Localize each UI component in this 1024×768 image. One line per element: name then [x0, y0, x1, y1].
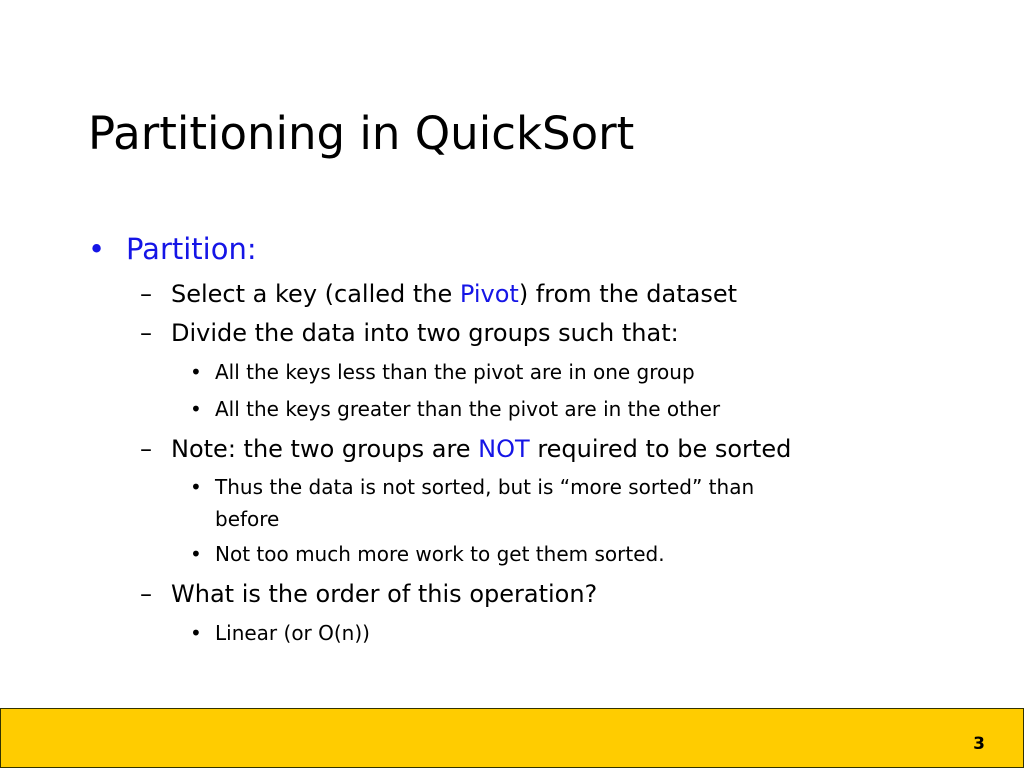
sub-bullet-text	[171, 434, 791, 464]
sub-sub-bullet-text: Linear (or O(n))	[215, 621, 370, 645]
bullet-dot-icon: •	[190, 397, 202, 421]
footer-bar	[0, 708, 1024, 768]
sub-sub-bullet-text: Thus the data is not sorted, but is “more sorted” than	[215, 475, 755, 499]
page-number: 3	[973, 734, 985, 754]
dash-icon: –	[140, 580, 152, 608]
sub-sub-bullet-text-continued: before	[215, 507, 280, 531]
bullet-dot-icon: •	[190, 542, 202, 566]
sub-sub-bullet-text: All the keys greater than the pivot are in the other	[215, 397, 721, 421]
slide-title: Partitioning in QuickSort	[88, 107, 635, 160]
dash-icon: –	[140, 435, 152, 463]
text-segment: Note: the two groups are	[171, 435, 479, 463]
bullet-dot-icon: •	[190, 475, 202, 499]
text-segment: ) from the dataset	[518, 280, 738, 308]
pivot-highlight: Pivot	[459, 280, 519, 308]
dash-icon: –	[140, 319, 152, 347]
sub-bullet-text	[171, 279, 737, 309]
sub-sub-bullet-text: All the keys less than the pivot are in one group	[215, 360, 695, 384]
dash-icon: –	[140, 280, 152, 308]
sub-bullet-text: What is the order of this operation?	[171, 580, 598, 608]
sub-bullet-text: Divide the data into two groups such that:	[171, 319, 679, 347]
bullet-dot-icon: •	[88, 232, 106, 266]
text-segment: Select a key (called the	[171, 280, 460, 308]
bullet-text: Partition:	[126, 232, 257, 266]
not-highlight: NOT	[478, 435, 530, 463]
bullet-dot-icon: •	[190, 621, 202, 645]
text-segment: required to be sorted	[529, 435, 792, 463]
sub-sub-bullet-text: Not too much more work to get them sorted.	[215, 542, 665, 566]
bullet-dot-icon: •	[190, 360, 202, 384]
